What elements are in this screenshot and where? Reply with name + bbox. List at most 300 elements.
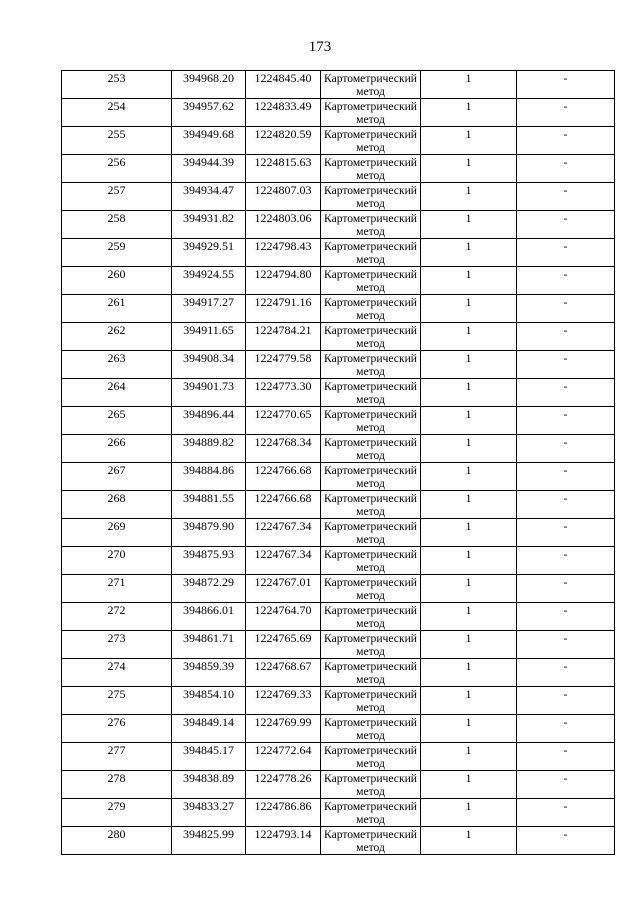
method-cell-text: Картометрический метод [323, 828, 417, 854]
accuracy-cell-text: 1 [465, 155, 472, 169]
method-cell [321, 659, 421, 687]
method-cell [321, 211, 421, 239]
method-cell-text: Картометрический метод [323, 212, 417, 238]
y-coordinate-cell [246, 99, 321, 127]
description-cell [517, 71, 615, 99]
method-cell [321, 603, 421, 631]
method-cell-text: Картометрический метод [323, 688, 417, 714]
description-cell-text: - [563, 743, 568, 757]
x-coordinate-cell [172, 267, 246, 295]
accuracy-cell-text: 1 [465, 687, 472, 701]
method-cell-text: Картометрический метод [323, 156, 417, 182]
method-cell-text: Картометрический метод [323, 324, 417, 350]
point-number-cell [62, 771, 172, 799]
description-cell-text: - [563, 127, 568, 141]
y-coordinate-cell [246, 435, 321, 463]
description-cell-text: - [563, 407, 568, 421]
y-coordinate-cell [246, 827, 321, 855]
description-cell-text: - [563, 827, 568, 841]
accuracy-cell-text: 1 [465, 127, 472, 141]
y-coordinate-cell [246, 407, 321, 435]
description-cell-text: - [563, 491, 568, 505]
x-coordinate-cell [172, 631, 246, 659]
description-cell-text: - [563, 687, 568, 701]
y-coordinate-cell [246, 491, 321, 519]
x-coordinate-cell-text: 394896.44 [183, 407, 234, 421]
description-cell [517, 715, 615, 743]
description-cell-text: - [563, 603, 568, 617]
y-coordinate-cell-text: 1224770.65 [254, 407, 312, 421]
table-row [62, 659, 615, 687]
x-coordinate-cell [172, 799, 246, 827]
method-cell [321, 183, 421, 211]
accuracy-cell [421, 771, 517, 799]
description-cell-text: - [563, 239, 568, 253]
point-number-cell-text: 261 [107, 295, 126, 309]
y-coordinate-cell-text: 1224803.06 [254, 211, 312, 225]
coordinates-table-body [62, 71, 615, 855]
description-cell-text: - [563, 631, 568, 645]
description-cell-text: - [563, 351, 568, 365]
description-cell [517, 547, 615, 575]
table-row [62, 687, 615, 715]
y-coordinate-cell-text: 1224764.70 [254, 603, 312, 617]
y-coordinate-cell-text: 1224798.43 [254, 239, 312, 253]
accuracy-cell [421, 351, 517, 379]
table-row [62, 239, 615, 267]
description-cell-text: - [563, 659, 568, 673]
method-cell [321, 127, 421, 155]
point-number-cell [62, 603, 172, 631]
point-number-cell [62, 155, 172, 183]
y-coordinate-cell-text: 1224769.99 [254, 715, 312, 729]
method-cell-text: Картометрический метод [323, 128, 417, 154]
y-coordinate-cell [246, 631, 321, 659]
accuracy-cell-text: 1 [465, 463, 472, 477]
point-number-cell [62, 827, 172, 855]
accuracy-cell [421, 519, 517, 547]
y-coordinate-cell-text: 1224786.86 [254, 799, 312, 813]
point-number-cell [62, 547, 172, 575]
method-cell-text: Картометрический метод [323, 548, 417, 574]
description-cell-text: - [563, 379, 568, 393]
x-coordinate-cell [172, 155, 246, 183]
table-row [62, 603, 615, 631]
point-number-cell [62, 463, 172, 491]
method-cell-text: Картометрический метод [323, 380, 417, 406]
table-row [62, 267, 615, 295]
accuracy-cell-text: 1 [465, 799, 472, 813]
description-cell [517, 771, 615, 799]
method-cell-text: Картометрический метод [323, 72, 417, 98]
y-coordinate-cell [246, 687, 321, 715]
y-coordinate-cell-text: 1224772.64 [254, 743, 312, 757]
method-cell-text: Картометрический метод [323, 800, 417, 826]
table-row [62, 295, 615, 323]
y-coordinate-cell-text: 1224833.49 [254, 99, 312, 113]
point-number-cell [62, 407, 172, 435]
description-cell [517, 659, 615, 687]
point-number-cell-text: 273 [107, 631, 126, 645]
method-cell [321, 407, 421, 435]
method-cell [321, 463, 421, 491]
accuracy-cell [421, 799, 517, 827]
description-cell-text: - [563, 211, 568, 225]
method-cell-text: Картометрический метод [323, 352, 417, 378]
point-number-cell [62, 491, 172, 519]
method-cell-text: Картометрический метод [323, 408, 417, 434]
coordinates-table [61, 70, 615, 855]
point-number-cell-text: 275 [107, 687, 126, 701]
description-cell [517, 799, 615, 827]
accuracy-cell [421, 295, 517, 323]
x-coordinate-cell-text: 394838.89 [183, 771, 234, 785]
description-cell-text: - [563, 519, 568, 533]
point-number-cell-text: 274 [107, 659, 126, 673]
accuracy-cell [421, 827, 517, 855]
y-coordinate-cell [246, 547, 321, 575]
accuracy-cell-text: 1 [465, 211, 472, 225]
y-coordinate-cell [246, 183, 321, 211]
method-cell [321, 687, 421, 715]
method-cell-text: Картометрический метод [323, 268, 417, 294]
description-cell [517, 435, 615, 463]
page-number: 173 [308, 39, 332, 55]
y-coordinate-cell [246, 519, 321, 547]
accuracy-cell-text: 1 [465, 267, 472, 281]
table-row [62, 351, 615, 379]
method-cell-text: Картометрический метод [323, 240, 417, 266]
x-coordinate-cell-text: 394908.34 [183, 351, 234, 365]
method-cell [321, 519, 421, 547]
accuracy-cell [421, 267, 517, 295]
y-coordinate-cell-text: 1224779.58 [254, 351, 312, 365]
accuracy-cell [421, 239, 517, 267]
y-coordinate-cell [246, 211, 321, 239]
x-coordinate-cell-text: 394872.29 [183, 575, 234, 589]
accuracy-cell-text: 1 [465, 491, 472, 505]
method-cell-text: Картометрический метод [323, 716, 417, 742]
accuracy-cell [421, 407, 517, 435]
point-number-cell-text: 254 [107, 99, 126, 113]
accuracy-cell [421, 435, 517, 463]
description-cell [517, 631, 615, 659]
point-number-cell [62, 687, 172, 715]
method-cell-text: Картометрический метод [323, 184, 417, 210]
point-number-cell-text: 276 [107, 715, 126, 729]
accuracy-cell [421, 603, 517, 631]
description-cell-text: - [563, 715, 568, 729]
x-coordinate-cell [172, 575, 246, 603]
y-coordinate-cell-text: 1224815.63 [254, 155, 312, 169]
description-cell [517, 183, 615, 211]
point-number-cell-text: 280 [107, 827, 126, 841]
x-coordinate-cell [172, 435, 246, 463]
description-cell [517, 743, 615, 771]
method-cell [321, 715, 421, 743]
point-number-cell [62, 323, 172, 351]
table-row [62, 71, 615, 99]
table-row [62, 183, 615, 211]
accuracy-cell-text: 1 [465, 575, 472, 589]
method-cell-text: Картометрический метод [323, 744, 417, 770]
description-cell [517, 99, 615, 127]
point-number-cell-text: 260 [107, 267, 126, 281]
accuracy-cell [421, 127, 517, 155]
accuracy-cell-text: 1 [465, 351, 472, 365]
method-cell-text: Картометрический метод [323, 464, 417, 490]
x-coordinate-cell-text: 394901.73 [183, 379, 234, 393]
x-coordinate-cell [172, 687, 246, 715]
accuracy-cell [421, 491, 517, 519]
x-coordinate-cell [172, 743, 246, 771]
method-cell [321, 799, 421, 827]
accuracy-cell-text: 1 [465, 659, 472, 673]
point-number-cell-text: 263 [107, 351, 126, 365]
x-coordinate-cell [172, 547, 246, 575]
x-coordinate-cell-text: 394825.99 [183, 827, 234, 841]
y-coordinate-cell [246, 771, 321, 799]
accuracy-cell [421, 463, 517, 491]
y-coordinate-cell [246, 239, 321, 267]
method-cell-text: Картометрический метод [323, 772, 417, 798]
description-cell-text: - [563, 575, 568, 589]
point-number-cell-text: 259 [107, 239, 126, 253]
x-coordinate-cell [172, 379, 246, 407]
x-coordinate-cell [172, 351, 246, 379]
description-cell [517, 519, 615, 547]
point-number-cell-text: 262 [107, 323, 126, 337]
x-coordinate-cell [172, 407, 246, 435]
table-row [62, 155, 615, 183]
point-number-cell-text: 267 [107, 463, 126, 477]
point-number-cell [62, 379, 172, 407]
x-coordinate-cell-text: 394889.82 [183, 435, 234, 449]
accuracy-cell-text: 1 [465, 435, 472, 449]
description-cell [517, 211, 615, 239]
description-cell-text: - [563, 295, 568, 309]
table-row [62, 323, 615, 351]
y-coordinate-cell-text: 1224768.67 [254, 659, 312, 673]
description-cell [517, 463, 615, 491]
y-coordinate-cell [246, 743, 321, 771]
y-coordinate-cell [246, 659, 321, 687]
y-coordinate-cell-text: 1224807.03 [254, 183, 312, 197]
point-number-cell-text: 278 [107, 771, 126, 785]
description-cell [517, 267, 615, 295]
x-coordinate-cell [172, 715, 246, 743]
y-coordinate-cell-text: 1224767.34 [254, 519, 312, 533]
accuracy-cell [421, 575, 517, 603]
y-coordinate-cell [246, 715, 321, 743]
description-cell-text: - [563, 183, 568, 197]
table-row [62, 379, 615, 407]
x-coordinate-cell-text: 394881.55 [183, 491, 234, 505]
table-row [62, 547, 615, 575]
description-cell-text: - [563, 463, 568, 477]
point-number-cell [62, 743, 172, 771]
point-number-cell-text: 258 [107, 211, 126, 225]
table-row [62, 575, 615, 603]
accuracy-cell-text: 1 [465, 547, 472, 561]
method-cell [321, 295, 421, 323]
accuracy-cell [421, 211, 517, 239]
accuracy-cell-text: 1 [465, 71, 472, 85]
table-row [62, 435, 615, 463]
point-number-cell-text: 255 [107, 127, 126, 141]
y-coordinate-cell [246, 379, 321, 407]
method-cell [321, 491, 421, 519]
x-coordinate-cell [172, 211, 246, 239]
accuracy-cell [421, 631, 517, 659]
accuracy-cell-text: 1 [465, 631, 472, 645]
accuracy-cell-text: 1 [465, 603, 472, 617]
method-cell-text: Картометрический метод [323, 296, 417, 322]
method-cell [321, 267, 421, 295]
y-coordinate-cell [246, 799, 321, 827]
description-cell [517, 155, 615, 183]
table-row [62, 519, 615, 547]
y-coordinate-cell-text: 1224845.40 [254, 71, 312, 85]
x-coordinate-cell-text: 394934.47 [183, 183, 234, 197]
x-coordinate-cell-text: 394957.62 [183, 99, 234, 113]
x-coordinate-cell-text: 394924.55 [183, 267, 234, 281]
x-coordinate-cell [172, 491, 246, 519]
point-number-cell [62, 435, 172, 463]
x-coordinate-cell [172, 99, 246, 127]
accuracy-cell-text: 1 [465, 715, 472, 729]
method-cell [321, 71, 421, 99]
accuracy-cell-text: 1 [465, 407, 472, 421]
accuracy-cell [421, 687, 517, 715]
y-coordinate-cell-text: 1224778.26 [254, 771, 312, 785]
y-coordinate-cell-text: 1224794.80 [254, 267, 312, 281]
table-row [62, 491, 615, 519]
y-coordinate-cell-text: 1224765.69 [254, 631, 312, 645]
point-number-cell-text: 271 [107, 575, 126, 589]
point-number-cell [62, 183, 172, 211]
description-cell [517, 827, 615, 855]
x-coordinate-cell-text: 394931.82 [183, 211, 234, 225]
accuracy-cell [421, 155, 517, 183]
method-cell [321, 239, 421, 267]
accuracy-cell [421, 323, 517, 351]
method-cell [321, 771, 421, 799]
point-number-cell-text: 270 [107, 547, 126, 561]
x-coordinate-cell [172, 183, 246, 211]
x-coordinate-cell [172, 463, 246, 491]
accuracy-cell [421, 99, 517, 127]
point-number-cell [62, 295, 172, 323]
point-number-cell-text: 272 [107, 603, 126, 617]
y-coordinate-cell-text: 1224767.01 [254, 575, 312, 589]
method-cell-text: Картометрический метод [323, 100, 417, 126]
point-number-cell [62, 631, 172, 659]
method-cell [321, 631, 421, 659]
method-cell-text: Картометрический метод [323, 436, 417, 462]
point-number-cell [62, 799, 172, 827]
table-row [62, 771, 615, 799]
y-coordinate-cell [246, 155, 321, 183]
point-number-cell [62, 267, 172, 295]
point-number-cell [62, 519, 172, 547]
point-number-cell [62, 659, 172, 687]
y-coordinate-cell-text: 1224767.34 [254, 547, 312, 561]
accuracy-cell [421, 715, 517, 743]
table-row [62, 715, 615, 743]
method-cell [321, 99, 421, 127]
accuracy-cell-text: 1 [465, 295, 472, 309]
point-number-cell [62, 99, 172, 127]
method-cell [321, 155, 421, 183]
y-coordinate-cell [246, 463, 321, 491]
description-cell [517, 491, 615, 519]
description-cell [517, 295, 615, 323]
accuracy-cell-text: 1 [465, 99, 472, 113]
table-row [62, 743, 615, 771]
x-coordinate-cell [172, 771, 246, 799]
table-row [62, 631, 615, 659]
y-coordinate-cell [246, 575, 321, 603]
y-coordinate-cell-text: 1224766.68 [254, 463, 312, 477]
point-number-cell-text: 266 [107, 435, 126, 449]
y-coordinate-cell-text: 1224791.16 [254, 295, 312, 309]
point-number-cell [62, 575, 172, 603]
point-number-cell-text: 253 [107, 71, 126, 85]
description-cell [517, 239, 615, 267]
accuracy-cell-text: 1 [465, 323, 472, 337]
y-coordinate-cell [246, 323, 321, 351]
x-coordinate-cell [172, 603, 246, 631]
x-coordinate-cell-text: 394849.14 [183, 715, 234, 729]
accuracy-cell-text: 1 [465, 519, 472, 533]
y-coordinate-cell-text: 1224784.21 [254, 323, 312, 337]
x-coordinate-cell-text: 394968.20 [183, 71, 234, 85]
y-coordinate-cell [246, 351, 321, 379]
description-cell [517, 351, 615, 379]
accuracy-cell-text: 1 [465, 183, 472, 197]
method-cell [321, 547, 421, 575]
x-coordinate-cell-text: 394884.86 [183, 463, 234, 477]
point-number-cell-text: 269 [107, 519, 126, 533]
table-row [62, 127, 615, 155]
accuracy-cell-text: 1 [465, 771, 472, 785]
x-coordinate-cell [172, 71, 246, 99]
description-cell [517, 687, 615, 715]
description-cell [517, 575, 615, 603]
method-cell [321, 435, 421, 463]
description-cell-text: - [563, 99, 568, 113]
x-coordinate-cell [172, 519, 246, 547]
point-number-cell-text: 257 [107, 183, 126, 197]
method-cell [321, 323, 421, 351]
x-coordinate-cell-text: 394875.93 [183, 547, 234, 561]
point-number-cell [62, 715, 172, 743]
y-coordinate-cell [246, 71, 321, 99]
point-number-cell [62, 351, 172, 379]
description-cell-text: - [563, 435, 568, 449]
point-number-cell-text: 256 [107, 155, 126, 169]
y-coordinate-cell-text: 1224793.14 [254, 827, 312, 841]
point-number-cell-text: 279 [107, 799, 126, 813]
table-row [62, 463, 615, 491]
accuracy-cell-text: 1 [465, 239, 472, 253]
accuracy-cell [421, 183, 517, 211]
x-coordinate-cell-text: 394929.51 [183, 239, 234, 253]
y-coordinate-cell [246, 295, 321, 323]
table-row [62, 799, 615, 827]
x-coordinate-cell-text: 394879.90 [183, 519, 234, 533]
